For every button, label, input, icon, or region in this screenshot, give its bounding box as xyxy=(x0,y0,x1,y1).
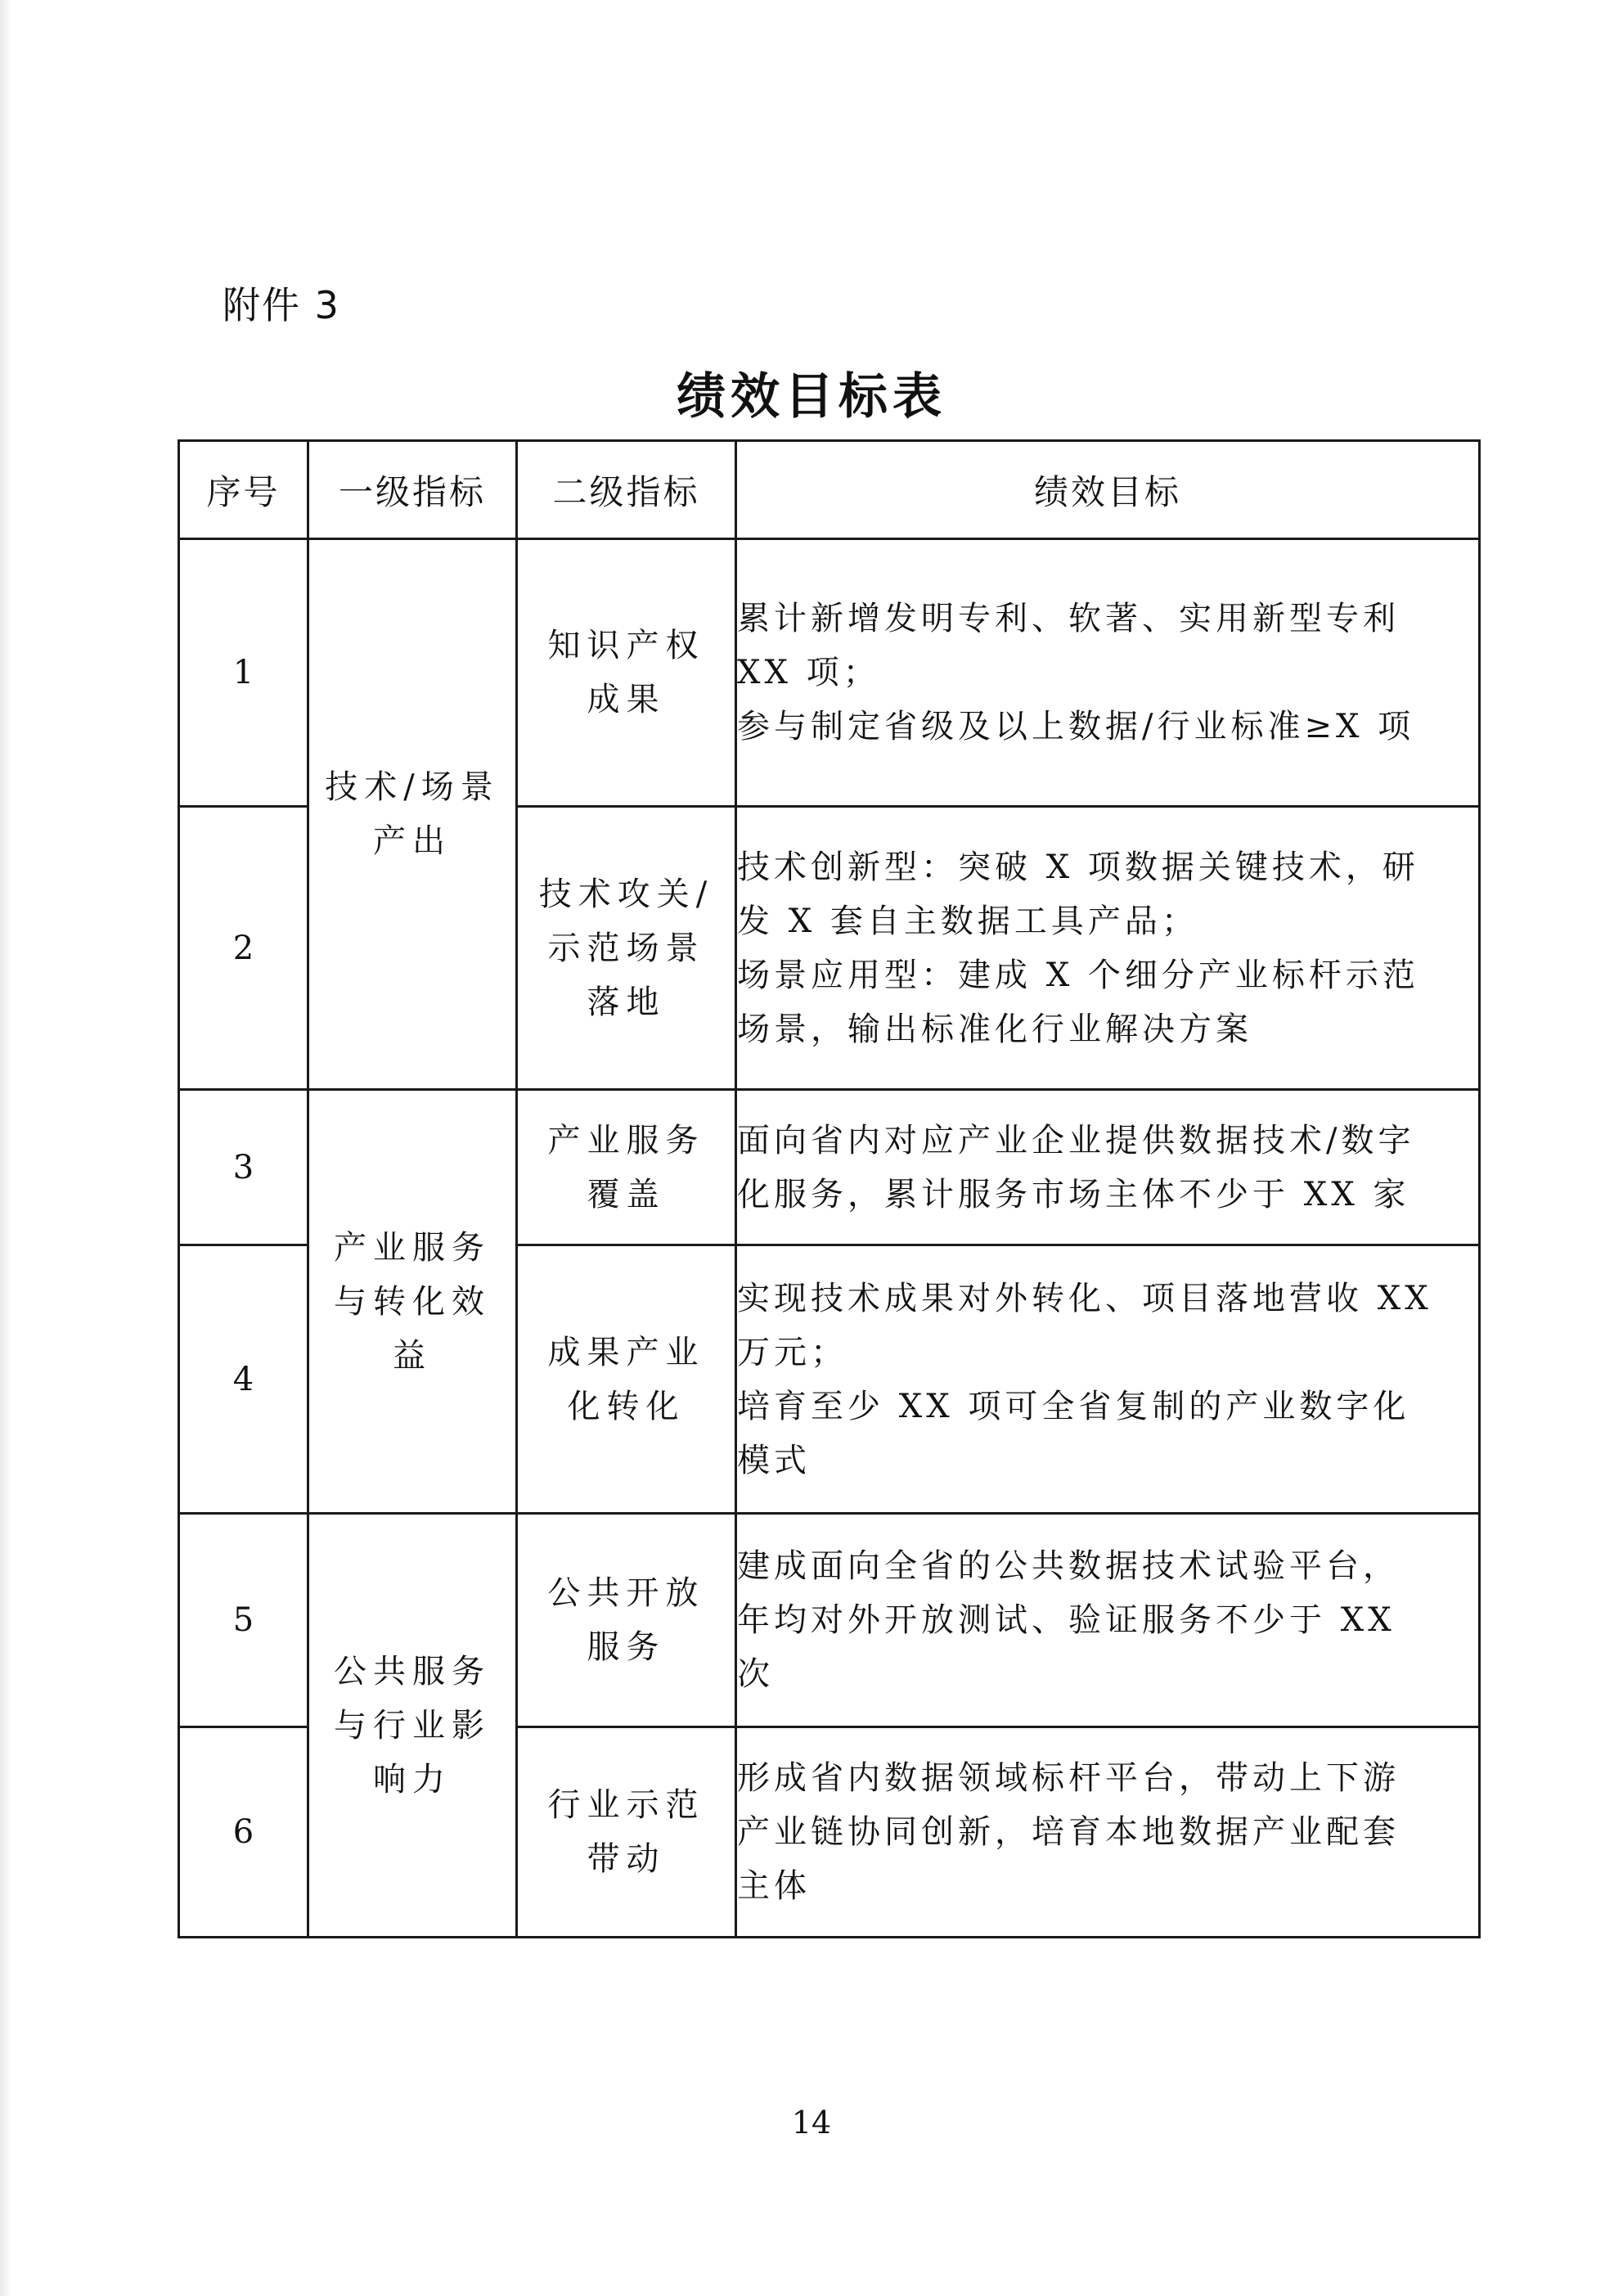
goal-cell xyxy=(736,1090,1480,1245)
table-row xyxy=(179,539,1480,807)
table-header-row xyxy=(179,441,1480,539)
level2-line: 知识产权 xyxy=(547,627,705,664)
goal-line: 参与制定省级及以上数据/行业标准≥X 项 xyxy=(737,708,1415,745)
goal-line: 产业链协同创新，培育本地数据产业配套 xyxy=(737,1813,1400,1851)
level2-cell xyxy=(517,1245,736,1514)
level1-cell xyxy=(308,1090,517,1514)
goal-line: 发 X 套自主数据工具产品； xyxy=(737,902,1198,940)
table-row xyxy=(179,1514,1480,1727)
goal-line: 万元； xyxy=(737,1333,847,1371)
goal-line: 年均对外开放测试、验证服务不少于 XX xyxy=(737,1601,1396,1639)
goal-line: 场景，输出标准化行业解决方案 xyxy=(737,1010,1252,1048)
goal-line: 实现技术成果对外转化、项目落地营收 XX xyxy=(737,1279,1432,1317)
level2-line: 技术攻关/ xyxy=(538,875,714,913)
level2-line: 示范场景 xyxy=(547,929,705,967)
goal-line: 面向省内对应产业企业提供数据技术/数字 xyxy=(737,1121,1415,1159)
level2-line: 行业示范 xyxy=(547,1786,705,1824)
level1-line: 益 xyxy=(393,1336,432,1375)
level1-line: 与转化效 xyxy=(334,1282,491,1321)
row-index: 3 xyxy=(179,1090,308,1245)
header-level1: 一级指标 xyxy=(308,441,517,539)
goal-line: 化服务，累计服务市场主体不少于 XX 家 xyxy=(737,1175,1410,1213)
level2-line: 产业服务 xyxy=(547,1121,705,1159)
row-index: 4 xyxy=(179,1245,308,1514)
level2-line: 成果产业 xyxy=(547,1333,705,1371)
goal-line: 模式 xyxy=(737,1441,811,1479)
level1-line: 技术/场景 xyxy=(325,768,500,806)
level2-line: 落地 xyxy=(587,983,666,1021)
level1-line: 产业服务 xyxy=(334,1228,491,1267)
goal-cell xyxy=(736,539,1480,807)
row-index: 1 xyxy=(179,539,308,807)
performance-goals-table xyxy=(178,439,1481,1938)
goal-cell xyxy=(736,1514,1480,1727)
goal-line: 建成面向全省的公共数据技术试验平台， xyxy=(737,1547,1400,1585)
page-title: 绩效目标表 xyxy=(677,368,946,425)
row-index: 6 xyxy=(179,1727,308,1938)
row-index: 2 xyxy=(179,807,308,1090)
header-index: 序号 xyxy=(179,441,308,539)
level2-line: 公共开放 xyxy=(547,1574,705,1612)
level2-line: 服务 xyxy=(587,1628,666,1666)
level2-line: 带动 xyxy=(587,1840,666,1878)
page-number: 14 xyxy=(791,2105,832,2141)
scan-edge-shadow xyxy=(0,0,11,2296)
level2-line: 成果 xyxy=(587,681,666,718)
goal-line: 技术创新型：突破 X 项数据关键技术，研 xyxy=(737,848,1419,886)
table-row xyxy=(179,1090,1480,1245)
level1-line: 响力 xyxy=(373,1760,452,1799)
level2-line: 覆盖 xyxy=(587,1175,666,1213)
attachment-label: 附件 3 xyxy=(223,283,340,327)
goal-line: 形成省内数据领域标杆平台，带动上下游 xyxy=(737,1759,1400,1797)
level2-cell xyxy=(517,1514,736,1727)
goal-line: 主体 xyxy=(737,1867,811,1905)
level1-cell xyxy=(308,1514,517,1938)
level1-line: 产出 xyxy=(373,822,452,860)
row-index: 5 xyxy=(179,1514,308,1727)
goal-line: 培育至少 XX 项可全省复制的产业数字化 xyxy=(737,1387,1410,1425)
level2-line: 化转化 xyxy=(567,1387,686,1425)
goal-line: 累计新增发明专利、软著、实用新型专利 xyxy=(737,600,1400,637)
goal-line: 场景应用型：建成 X 个细分产业标杆示范 xyxy=(737,956,1419,994)
level1-cell xyxy=(308,539,517,1090)
goal-line: 次 xyxy=(737,1655,774,1693)
level2-cell xyxy=(517,807,736,1090)
level1-line: 与行业影 xyxy=(334,1706,491,1745)
goal-cell xyxy=(736,1727,1480,1938)
level2-cell xyxy=(517,1090,736,1245)
header-level2: 二级指标 xyxy=(517,441,736,539)
goal-cell xyxy=(736,1245,1480,1514)
level2-cell xyxy=(517,1727,736,1938)
header-goal: 绩效目标 xyxy=(736,441,1480,539)
level2-cell xyxy=(517,539,736,807)
goal-cell xyxy=(736,807,1480,1090)
goal-line: XX 项； xyxy=(737,654,880,691)
level1-line: 公共服务 xyxy=(334,1652,491,1690)
